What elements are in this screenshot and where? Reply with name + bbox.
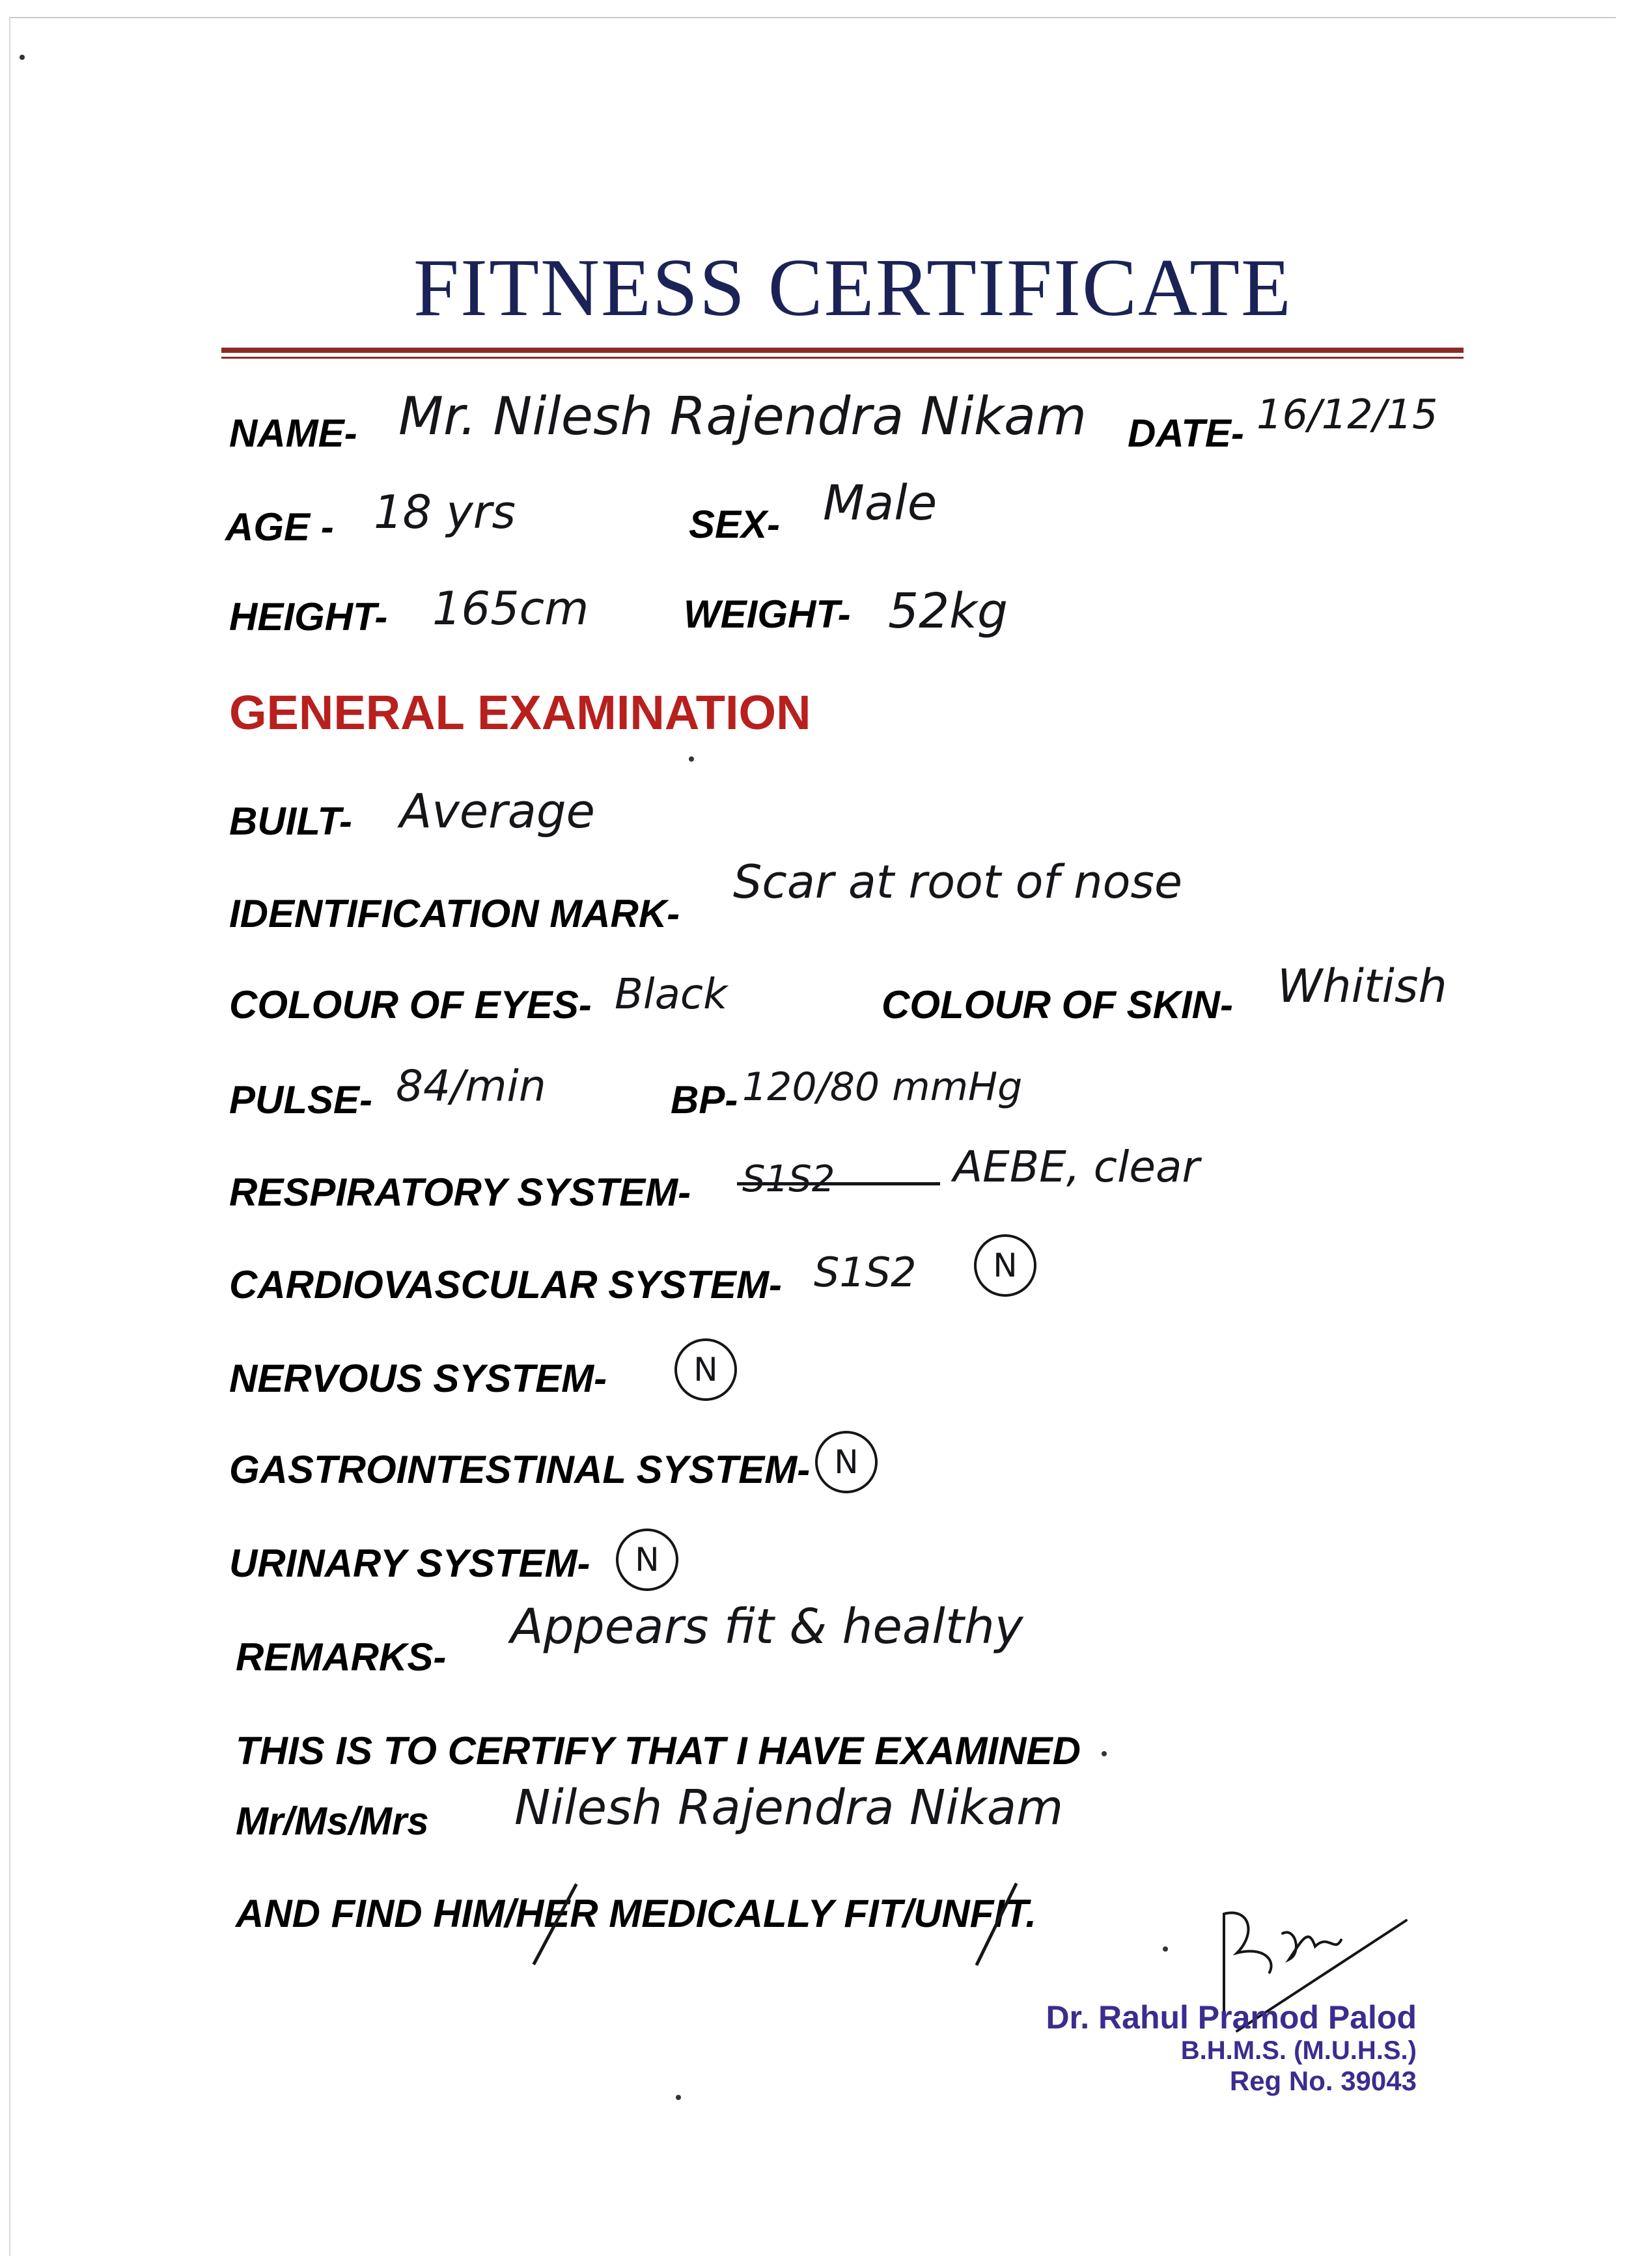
identification-mark-label: IDENTIFICATION MARK- <box>229 892 680 935</box>
weight-value: 52kg <box>888 583 1008 639</box>
doctor-registration: Reg No. 39043 <box>1229 2066 1417 2096</box>
sex-value: Male <box>823 475 938 531</box>
respiratory-value: AEBE, clear <box>953 1142 1200 1192</box>
urinary-system-label: URINARY SYSTEM- <box>229 1542 590 1585</box>
respiratory-system-label: RESPIRATORY SYSTEM- <box>229 1170 691 1214</box>
normal-circle-icon: N <box>815 1431 878 1493</box>
remarks-value: Appears fit & healthy <box>510 1599 1023 1655</box>
pulse-label: PULSE- <box>229 1078 373 1122</box>
title-rule-thin <box>221 357 1464 359</box>
remarks-label: REMARKS- <box>236 1635 447 1679</box>
name-label: NAME- <box>229 411 357 455</box>
cardiovascular-value: S1S2 <box>814 1249 917 1296</box>
date-value: 16/12/15 <box>1257 391 1438 438</box>
built-label: BUILT- <box>229 799 352 843</box>
doctor-name: Dr. Rahul Pramod Palod <box>1046 1999 1417 2036</box>
age-label: AGE - <box>225 505 334 549</box>
eye-colour-label: COLOUR OF EYES- <box>229 983 592 1027</box>
age-value: 18 yrs <box>374 486 516 539</box>
patient-title-label: Mr/Ms/Mrs <box>236 1799 429 1843</box>
patient-name-value: Nilesh Rajendra Nikam <box>514 1780 1064 1836</box>
scan-speck <box>1102 1751 1107 1756</box>
gastrointestinal-system-label: GASTROINTESTINAL SYSTEM- <box>229 1448 811 1491</box>
identification-mark-value: Scar at root of nose <box>733 855 1183 909</box>
certify-statement: THIS IS TO CERTIFY THAT I HAVE EXAMINED <box>236 1729 1081 1773</box>
respiratory-strike-line <box>737 1182 940 1185</box>
skin-colour-label: COLOUR OF SKIN- <box>882 983 1233 1027</box>
general-examination-heading: GENERAL EXAMINATION <box>229 685 811 740</box>
respiratory-struck-value: S1S2 <box>742 1158 835 1200</box>
name-value: Mr. Nilesh Rajendra Nikam <box>398 386 1087 447</box>
normal-circle-icon: N <box>616 1528 678 1591</box>
weight-label: WEIGHT- <box>684 592 851 636</box>
built-value: Average <box>400 784 595 838</box>
bp-label: BP- <box>671 1078 738 1122</box>
certificate-title: FITNESS CERTIFICATE <box>413 243 1293 333</box>
sex-label: SEX- <box>689 503 781 546</box>
scan-speck <box>1163 1946 1168 1952</box>
eye-colour-value: Black <box>615 971 728 1019</box>
normal-circle-icon: N <box>974 1234 1036 1297</box>
height-value: 165cm <box>432 582 589 635</box>
bp-value: 120/80 mmHg <box>742 1064 1023 1110</box>
scan-speck <box>676 2095 681 2100</box>
date-label: DATE- <box>1128 411 1244 455</box>
fitness-verdict: AND FIND HIM/HER MEDICALLY FIT/UNFIT. <box>236 1892 1036 1935</box>
scan-speck <box>689 756 694 762</box>
scan-speck <box>20 55 25 60</box>
normal-circle-icon: N <box>674 1338 737 1401</box>
nervous-system-label: NERVOUS SYSTEM- <box>229 1357 607 1400</box>
pulse-value: 84/min <box>396 1061 546 1111</box>
title-rule <box>221 348 1464 353</box>
cardiovascular-system-label: CARDIOVASCULAR SYSTEM- <box>229 1263 782 1307</box>
doctor-qualification: B.H.M.S. (M.U.H.S.) <box>1180 2036 1417 2065</box>
height-label: HEIGHT- <box>229 595 388 639</box>
skin-colour-value: Whitish <box>1277 960 1447 1013</box>
